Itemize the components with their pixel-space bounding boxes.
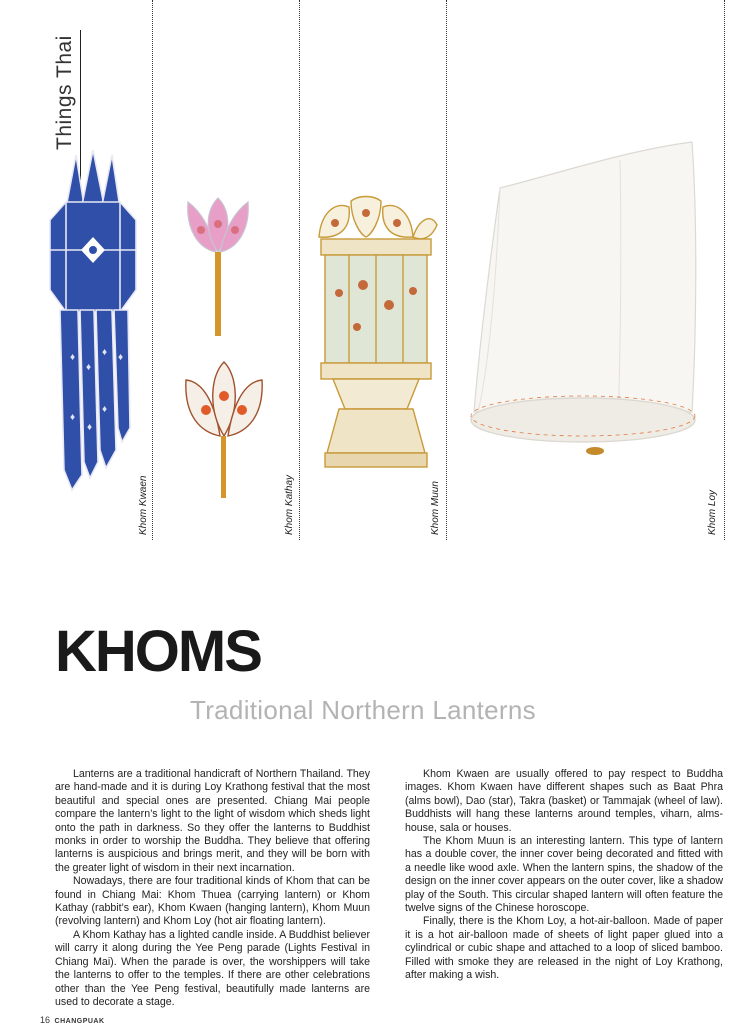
right-column bbox=[405, 768, 723, 983]
svg-text:♦: ♦ bbox=[102, 347, 108, 358]
right-paragraph-3: Finally, there is the Khom Loy, a hot-air-balloon. Made of paper it is a hot air-balloon made of sheets of light paper glued into a cylindrical or cubic shape and attached to a loop of sliced bamboo. Filled with smoke they are released in the night of Loy Krathong, after making a wish. bbox=[405, 915, 723, 982]
caption-khom-muun bbox=[430, 415, 444, 535]
left-paragraph-3: A Khom Kathay has a lighted candle inside. A Buddhist believer will carry it along during the Yee Peng parade (Lights Festival in Chiang Mai). When the parade is over, the worshippers will take the lanterns to offer to the temples. If there are other celebrations other than the Yee Peng festival, beautifully made lanterns are used to decorate a stage. bbox=[55, 928, 370, 1008]
svg-text:♦: ♦ bbox=[70, 352, 76, 363]
svg-text:♦: ♦ bbox=[70, 412, 76, 423]
caption-khom-kathay-text: Khom Kathay bbox=[284, 474, 295, 535]
khom-kwaen-image bbox=[38, 150, 148, 495]
left-paragraph-2: Nowadays, there are four traditional kinds of Khom that can be found in Chiang Mai: Khom Thuea (carrying lantern) or Khom Kathay (rabbit’s ear), Khom Kwaen (hanging lantern), Khom Muun (revolving lantern) and Khom Loy (hot air floating lantern). bbox=[55, 875, 370, 928]
caption-khom-loy bbox=[707, 415, 721, 535]
divider-1 bbox=[152, 0, 153, 540]
svg-text:♦: ♦ bbox=[102, 404, 108, 415]
caption-khom-muun-text: Khom Muun bbox=[430, 481, 441, 535]
left-column bbox=[55, 768, 370, 1009]
caption-khom-kwaen-text: Khom Kwaen bbox=[138, 475, 149, 535]
khom-kathay-white-image bbox=[182, 360, 267, 500]
caption-khom-kwaen bbox=[138, 415, 152, 535]
article-title: KHOMS bbox=[55, 619, 261, 684]
khom-loy-image bbox=[470, 140, 705, 460]
right-paragraph-1: Khom Kwaen are usually offered to pay respect to Buddha images. Khom Kwaen have different shapes such as Baat Phra (alms bowl), Dao (star), Takra (basket) or Tammajak (wheel of law). Buddhists will hang these lanterns around temples, viharn, alms-house, sala or houses. bbox=[405, 768, 723, 834]
svg-text:♦: ♦ bbox=[86, 362, 92, 373]
svg-text:♦: ♦ bbox=[118, 352, 124, 363]
page-number: 16 bbox=[40, 1015, 51, 1025]
divider-2 bbox=[299, 0, 300, 540]
magazine-logo: CHANGPUAK bbox=[54, 1018, 105, 1025]
khom-kathay-pink-image bbox=[182, 196, 254, 338]
khom-muun-image bbox=[311, 195, 441, 470]
caption-khom-kathay bbox=[284, 415, 298, 535]
svg-text:♦: ♦ bbox=[87, 422, 93, 433]
caption-khom-loy-text: Khom Loy bbox=[707, 489, 718, 535]
divider-3 bbox=[446, 0, 447, 540]
section-label-text: Things Thai bbox=[53, 35, 76, 150]
page-footer bbox=[40, 1015, 105, 1025]
right-paragraph-2: The Khom Muun is an interesting lantern. This type of lantern has a double cover, the inner cover being decorated and fitted with a needle like wood axle. When the lantern spins, the shadow of the design on the inner cover appears on the outer cover, like a shadow play of the South. This circular shaped lantern will often feature the twelve signs of the Chinese horoscope. bbox=[405, 835, 724, 915]
article-subtitle: Traditional Northern Lanterns bbox=[190, 695, 536, 725]
divider-4 bbox=[724, 0, 725, 540]
left-paragraph-1: Lanterns are a traditional handicraft of Northern Thailand. They are hand-made and it is during Loy Krathong festival that the most beautiful and special ones are presented. Chiang Mai people compare the lantern’s light to the light of wisdom which sheds light onto the path in darkness. So they offer the lanterns to Buddhist monks in order to worship the Buddha. They believe that offering lanterns is auspicious and brings merit, and they will be born with the greater light of wisdom in their next incarnation. bbox=[55, 768, 370, 874]
section-label bbox=[53, 30, 81, 150]
